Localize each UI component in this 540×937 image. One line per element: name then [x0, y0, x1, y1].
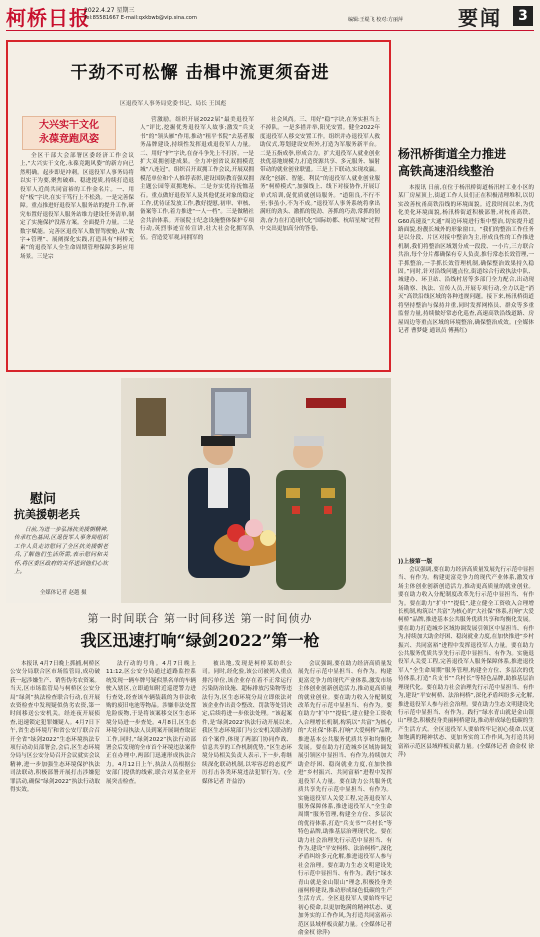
- issue-date: 2022.4.27 星期三: [84, 7, 135, 14]
- lead-headline: 干劲不可松懈 击楫中流更须奋进: [70, 63, 330, 83]
- lead-inset-title: [22, 116, 116, 150]
- bottom-headline: 我区迅速打响“绿剑2022”第一枪: [80, 631, 320, 650]
- bottom-column-3: 被出地,发现是柯桥某纺织公司。同时,经化验,该公司被列入重点排污单位,该企业存在着不正常运行污染防治设施、超标排放污染物等违法行为,区生态环境分局立即依法对该企业作出责令整改、罚款等处罚决定,后续将进一步依法处理。“该起案件,是‘绿剑2022’执法行动开展以来,我区生态环境部门与公安机关联动的首个案件,体现了两部门协同作战、信息共享的工作机制优势。”区生态环境分局相关负责人表示,下一步,将继续深化联动机制,以零容忍的态度严厉打击各类环境违法犯罪行为。(全媒体记者 许益淳): [202, 661, 292, 785]
- right-headline-line-1: 杨汛桥街道全力推进: [398, 147, 507, 161]
- bottom-column-2: 法行动的号角。4月7日晚上11:12,区公安分局通过道路监控系统发现一辆车牌号疑似黑名单的车辆驶入辖区,立即通知附近巡逻警力进行查处,经查该车辆装载的为非法收购的废旧电池等物品。涉嫌非法处置危险废物,于是将该案移交区生态环境分局进一步查处。4月8日,区生态环境分局执法人员到案开展调查取证工作,同时,“绿剑2022”执法行动部署会后发现的全市首个环境违法案件正在办理中,两部门迅速形成执法合力。4月12日上午,执法人员根据公安部门提供的线索,联合对某企业开展突击检查。: [106, 661, 196, 785]
- header-divider: [6, 30, 534, 31]
- feature-title-2: 抗美援朝老兵: [14, 508, 80, 521]
- newspaper-logo: 柯桥日报: [6, 6, 90, 30]
- editor-credits: 编辑:王缇飞 校对:方丽萍: [348, 17, 403, 23]
- contact-info: Tel:85581667 E-mail:qxkbwb@vip.sina.com: [84, 15, 197, 21]
- section-title: 要闻: [458, 6, 502, 30]
- page-number-badge: 3: [513, 6, 533, 26]
- inset-line-2: 永葆竞跑风姿: [39, 134, 99, 145]
- lead-column-3: 社会风尚。三、用好“稳”字诀,在务实担当上不掉队。一是多措并举,阳光安置。健全2022年度退役军人移交安置工作。组织并办退役军人救助仪式,筹划建设安所外,打造为军服务新平台。二是五指成拳,形成合力。扩大退役军人就业创业扶优基地规模力,打造资源共享、多元服务、辐射带动的就业创业联盟。三是上下联动,实现攻赢。深化“创新、智能、利民”的退役军人就业创业服务“柯桥模式”,加强线上、线下对接协作,开展订单式培训,促优质就创局服务。“道阻良,不行不至;事虽小,不为不成。”退役军人事务系统将拿出满旺的劲头、激抓的锐劲、善抓的巧劲,常抓的韧劲,奋力在打造现代化“国际纺都、杭绍星城”过程中交出更加高分的答卷。: [260, 117, 380, 233]
- bottom-column-4: 会议强调,要在助力经济高质量发展先行示范中显担当、有作为。构建更富竞争力的现代产业体系,激发市场主体创业创新创造活力,推动更高质量的就业创业。要在助力收入分配制度改革先行示范中显担当、有作为。要在助力“扩中”“提低”,建立健全工资收入合理增长机制,构筑以“共富”为核心的“大社保”体系,打响“大爱柯桥”品牌,推进基本公共服务优质共享和均衡化发展。要在助力打造城乡区域协调发展引领区中显担当、有作为,持续加大助企纾困、稳岗就业力度,在加快推进“乡村振兴、共同富裕”进程中发挥退役军人力量。要在助力公共服务优质共享先行示范中显担当、有作为。实施退役军人关爱工程,完善退役军人服务保障体系,推进退役军人“全生命周期”服务管理,构建全方位、多层次的优待体系,打造“兵支书”“兵村长”等特色品牌,助推基层治理现代化。要在助力社会治理先行示范中显担当、有作为,建设“平安柯桥、法治柯桥”,深化矛盾纠纷多元化解,推进退役军人参与社会治理。要在助力生态文明建设先行示范中显担当、有作为。践行“绿水青山就是金山银山”理念,积极投身美丽柯桥建设,推动形成绿色低碳的生产生活方式。全区退役军人要始终牢记初心使命,以更加饱满的精神状态、更加务实的工作作风,为打造共同富裕示范区县域样板贡献力量。(全媒体记者 俞金权 徐萍): [298, 661, 392, 936]
- continued-tag: ))上接第一版: [398, 559, 433, 565]
- right-story-body: 本报讯 日前,在位于杨汛桥街道杨汛村工业小区的某厂房屋顶上,街道工作人员们正在积极清理堆积,以切实改善杭甬高铁沿线的环境面貌。近段时间以来,为优化美化环境面貌,杨汛桥街道积极部署,对杭甬高铁、G60高速及“大通”周边环境进行集中整治,切实提升道路面貌,扮靓长城外的形象窗口。“我们的整治工作任务是以分段、片区对接中整治为主,形成良性的工作推进机制,我们将整治区域划分成一段段、一小片,三方联合共治,每个分片都确保有专人负责,推行常态长效管理,一手抓整治,一手抓长效管理机制,确保整治效果持久稳固。”同时,针对沿线问题点位,街道综合行政执法中队、城建办、环卫站、沿线村居等多部门全力配合,出动现场勘察、执法、宣传人员,开展专项行动,全力以赴“消灭”高铁沿线区域的各种违规问题。接下来,杨汛桥街道将坚持整治与保持并重,同时发挥网格员、群众等多重监督力量,持续做好常态化巡查,高速高铁沿线道路、房屋周边等重点区域的环境整治,确保整治成效。(全媒体记者 曹梦婕 通讯员 傅燕红): [398, 185, 534, 334]
- bottom-column-1: 本报讯 4月7日晚上抓捕,柯桥区公安分局联合区市场监管局,成功破获一起涉嫌生产、销售伪劣农资案。当天,区市场监管局与柯桥区公安分局“绿剑”执法检查联合行动,在开展农资检查中发现疑似伪劣农资,第一时间移送公安机关。经连夜开展侦查,迅速锁定犯罪嫌疑人。4月7日下午,省生态环境厅和省公安厅联合召开全省“绿剑2022”生态环境执法专项行动动员部署会,会后,区生态环境分局与区公安分局召开会议就实会议精神,进一步加强生态环境保护执法司法联动,积极部署开展打击涉嫌犯罪活动,确保“绿剑2022”执法行动取得实效。: [10, 661, 100, 794]
- feature-photo-credit: 全媒体记者 赵越 摄: [40, 590, 87, 596]
- inset-line-1: 大兴实干文化: [39, 120, 99, 131]
- lead-byline: 区退役军人事务局党委书记、局长 王国彪: [120, 101, 227, 107]
- feature-title-1: 慰问: [30, 492, 57, 507]
- lead-column-1: 全区干部大会部署区委经济工作会议上,“大兴实干文化,永葆竞跑风姿”的新方向已然明确。起步即是冲刺。区退役军人事务局将以实干为要,聚焦破难、稳进提质,持续打造退役军人近尚共同富裕的工作金名片。一、用好“板”字诀,在实干笃行上不松劲。一是完善保障。重点推进好退役军人服务站的提升工作,研究布置好退役军人服务站维力建设任务清单,制定了实施保护没落方案。全面提升力量。二是数字赋能。完善区退役军人数智驾驶舱,从“数字+管理”、展阐探化实践,打造具有“柯桥元素”的退役军人全生命周期管理保障多跨应用场景。三是宗: [20, 153, 134, 260]
- bottom-kicker: 第一时间联合 第一时间移送 第一时间侦办: [87, 612, 313, 625]
- right-headline-line-2: 高铁高速沿线整治: [398, 164, 495, 178]
- feature-body: 日前,为进一步弘扬抗美援朝精神,传承红色基因,区退役军人事务局组织工作人员走访慰问了全区抗美援朝老兵,了解他们生活所需,表示慰问和关怀,将区委区政府的关怀送到他们心坎上。: [14, 527, 108, 576]
- lead-column-2: 营激励。组织开展2022届“最美退役军人”评比,挖掘优秀退役军人故事;激发“兵支书”的“领头雁”作用,推动“租平书院”去基者服务品牌建设,持续性发挥退戏退役军人力量。二、用好“护”字诀,在奋斗争先上不打折。一是扩大双拥创建成果。全力冲创省议双拥模范城“八连冠”。组织召开双拥工作会议,开展双拥模范单位和个人推荐表彰,建设国防教育强双拥主题公园等双拥地标。二是夯实优待抚恤基石。重点做好退役军人及其他优抚对象的稳定工作,优待证发放工作,教好提慰,初审、审核、备案等工作,着力推进“一人一档”。三是做精社会共治体系。开展院士纪念设施整体保护专项行动,英烈事迹宣传宣讲,壮大社会化拥军队伍。营造爱军观,同拥军的: [140, 117, 254, 241]
- continued-body: 会议强调,要在助力经济高质量发展先行示范中显担当、有作为。构建更富竞争力的现代产业体系,激发市场主体创业创新创造活力,推动更高质量的就业创业。要在助力收入分配制度改革先行示范中显担当、有作为。要在助力“扩中”“提低”,建立健全工资收入合理增长机制,构筑以“共富”为核心的“大社保”体系,打响“大爱柯桥”品牌,推进基本公共服务优质共享和均衡化发展。要在助力打造城乡区域协调发展引领区中显担当、有作为,持续加大助企纾困、稳岗就业力度,在加快推进“乡村振兴、共同富裕”进程中发挥退役军人力量。要在助力公共服务优质共享先行示范中显担当、有作为。实施退役军人关爱工程,完善退役军人服务保障体系,推进退役军人“全生命周期”服务管理,构建全方位、多层次的优待体系,打造“兵支书”“兵村长”等特色品牌,助推基层治理现代化。要在助力社会治理先行示范中显担当、有作为,建设“平安柯桥、法治柯桥”,深化矛盾纠纷多元化解,推进退役军人参与社会治理。要在助力生态文明建设先行示范中显担当、有作为。践行“绿水青山就是金山银山”理念,积极投身美丽柯桥建设,推动形成绿色低碳的生产生活方式。全区退役军人要始终牢记初心使命,以更加饱满的精神状态、更加务实的工作作风,为打造共同富裕示范区县域样板贡献力量。(全媒体记者 俞金权 徐萍): [398, 567, 534, 758]
